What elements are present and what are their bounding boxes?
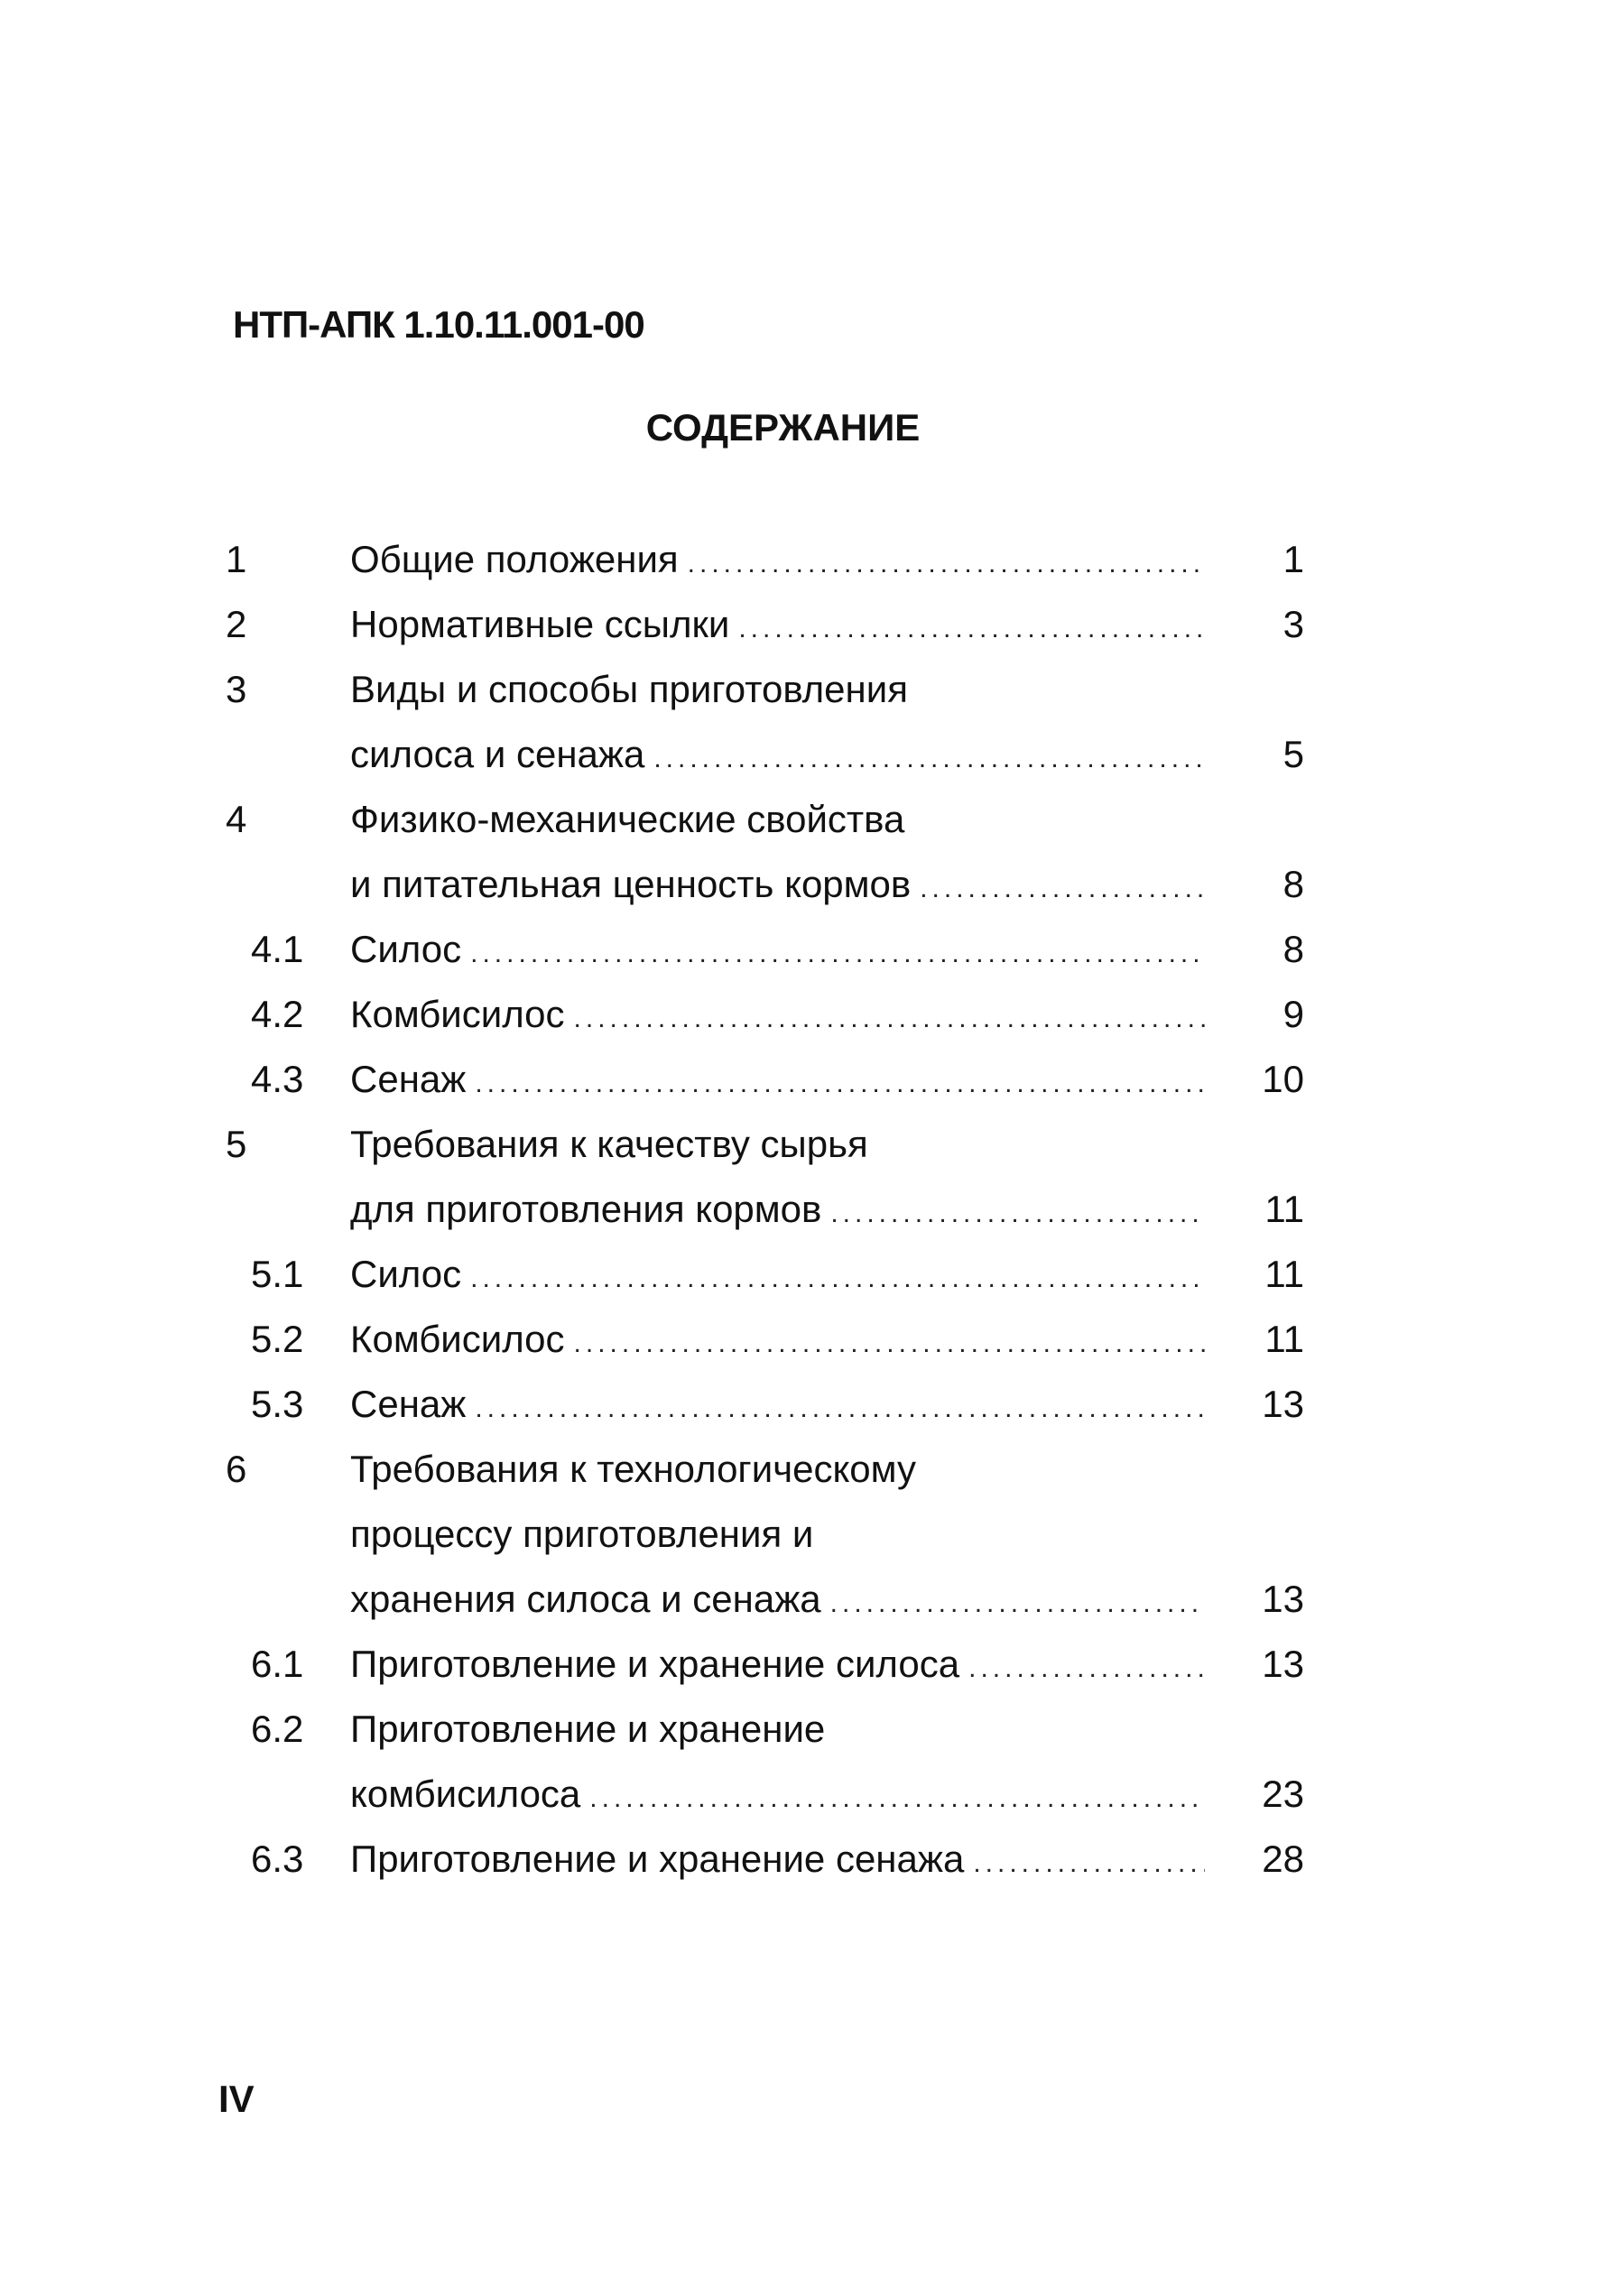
- toc-entry-text: [350, 1834, 1205, 1889]
- toc-entry-text: [350, 1509, 822, 1560]
- toc-entry-number: 6.3: [251, 1838, 304, 1880]
- toc-title: СОДЕРЖАНИЕ: [645, 406, 921, 449]
- toc-entry-label: Требования к технологическому: [350, 1448, 917, 1490]
- toc-entry-text: [350, 1314, 1205, 1369]
- toc-page-number: 8: [1283, 928, 1304, 970]
- toc-entry-label: Приготовление и хранение силоса: [350, 1643, 960, 1685]
- toc-entry-text: [350, 1054, 1205, 1109]
- toc-entry-number: 6.1: [251, 1643, 304, 1685]
- toc-entry-label: Общие положения: [350, 538, 679, 580]
- toc-line: [0, 1119, 1602, 1170]
- toc-line: [0, 729, 1602, 780]
- toc-entry-number: 4: [226, 798, 247, 840]
- toc-dot-leader: [653, 734, 1205, 784]
- toc-entry-text: [350, 1769, 1205, 1824]
- toc-entry-text: [350, 1379, 1205, 1434]
- toc-entry-label: Нормативные ссылки: [350, 603, 730, 645]
- toc-entry-text: [350, 1249, 1205, 1304]
- toc-entry-number: 6.2: [251, 1708, 304, 1750]
- toc-dot-leader: [830, 1189, 1205, 1239]
- toc-line: [0, 1574, 1602, 1625]
- toc-line: [0, 1509, 1602, 1560]
- toc-page-number: 11: [1264, 1188, 1304, 1230]
- toc-page-number: 13: [1262, 1643, 1304, 1685]
- toc-entry-text: [350, 1184, 1205, 1239]
- toc-entry-label: Силос: [350, 928, 462, 970]
- toc-entry-label: Требования к качеству сырья: [350, 1123, 868, 1165]
- toc-entry-number: 1: [226, 538, 247, 580]
- toc-entry-text: [350, 534, 1205, 589]
- toc-page-number: 1: [1283, 538, 1304, 580]
- toc-entry-label: Комбисилос: [350, 1318, 565, 1360]
- toc-line: [0, 1054, 1602, 1105]
- toc-entry-number: 2: [226, 603, 247, 645]
- toc-page-number: 3: [1283, 603, 1304, 645]
- toc-page-number: 28: [1262, 1838, 1304, 1880]
- toc-line: [0, 1704, 1602, 1754]
- toc-dot-leader: [475, 1059, 1205, 1109]
- toc-line: [0, 1834, 1602, 1884]
- toc-entry-text: [350, 1639, 1205, 1694]
- toc-dot-leader: [574, 994, 1205, 1044]
- toc-line: [0, 924, 1602, 975]
- toc-line: [0, 1184, 1602, 1235]
- toc-line: [0, 1639, 1602, 1690]
- toc-dot-leader: [574, 1319, 1205, 1369]
- toc-entry-text: [350, 664, 917, 715]
- toc-dot-leader: [470, 929, 1205, 979]
- toc-dot-leader: [830, 1578, 1205, 1629]
- toc-page-number: 13: [1262, 1383, 1304, 1425]
- toc-entry-number: 4.3: [251, 1058, 304, 1100]
- toc-entry-number: 5: [226, 1123, 247, 1165]
- toc-entry-number: 6: [226, 1448, 247, 1490]
- toc-entry-text: [350, 924, 1205, 979]
- toc-entry-text: [350, 859, 1205, 914]
- toc-page-number: 11: [1264, 1318, 1304, 1360]
- toc-dot-leader: [475, 1384, 1205, 1434]
- toc-entry-label: Силос: [350, 1253, 462, 1295]
- toc-entry-number: 5.2: [251, 1318, 304, 1360]
- toc-line: [0, 534, 1602, 585]
- toc-line: [0, 1379, 1602, 1430]
- toc-entry-text: [350, 989, 1205, 1044]
- toc-entry-text: [350, 1444, 925, 1495]
- toc-dot-leader: [920, 864, 1205, 914]
- toc-line: [0, 989, 1602, 1040]
- toc-dot-leader: [973, 1838, 1205, 1889]
- toc-entry-text: [350, 794, 913, 845]
- toc-entry-label: для приготовления кормов: [350, 1188, 822, 1230]
- toc-page-number: 9: [1283, 993, 1304, 1035]
- toc-page-number: 8: [1283, 863, 1304, 905]
- toc-entry-label: силоса и сенажа: [350, 733, 645, 775]
- toc-page-number: 11: [1264, 1253, 1304, 1295]
- toc-page-number: 5: [1283, 733, 1304, 775]
- toc-entry-text: [350, 1574, 1205, 1629]
- toc-dot-leader: [688, 539, 1205, 589]
- toc-entry-number: 4.2: [251, 993, 304, 1035]
- toc-dot-leader: [470, 1254, 1205, 1304]
- toc-entry-text: [350, 1119, 877, 1170]
- toc-entry-label: Виды и способы приготовления: [350, 668, 908, 710]
- toc-entry-label: Физико-механические свойства: [350, 798, 905, 840]
- toc-entry-number: 5.3: [251, 1383, 304, 1425]
- toc-entry-label: и питательная ценность кормов: [350, 863, 912, 905]
- toc-page-number: 13: [1262, 1578, 1304, 1620]
- toc-entry-label: комбисилоса: [350, 1773, 581, 1815]
- toc-line: [0, 1249, 1602, 1300]
- toc-page-number: 10: [1262, 1058, 1304, 1100]
- toc-dot-leader: [738, 604, 1205, 654]
- toc-entry-text: [350, 1704, 834, 1754]
- toc-entry-label: Сенаж: [350, 1058, 467, 1100]
- toc-dot-leader: [589, 1773, 1205, 1824]
- toc-line: [0, 794, 1602, 845]
- toc-entry-label: Приготовление и хранение: [350, 1708, 826, 1750]
- toc-line: [0, 1444, 1602, 1495]
- toc-line: [0, 599, 1602, 650]
- toc-line: [0, 1769, 1602, 1819]
- toc-entry-number: 5.1: [251, 1253, 304, 1295]
- toc-line: [0, 859, 1602, 910]
- toc-entry-number: 4.1: [251, 928, 304, 970]
- toc-line: [0, 1314, 1602, 1365]
- toc-entry-label: Приготовление и хранение сенажа: [350, 1838, 965, 1880]
- toc-entry-number: 3: [226, 668, 247, 710]
- toc-entry-text: [350, 599, 1205, 654]
- toc-entry-text: [350, 729, 1205, 784]
- toc-dot-leader: [968, 1643, 1205, 1694]
- toc-line: [0, 664, 1602, 715]
- toc-entry-label: хранения силоса и сенажа: [350, 1578, 821, 1620]
- document-code: НТП-АПК 1.10.11.001-00: [233, 303, 644, 346]
- toc-entry-label: Комбисилос: [350, 993, 565, 1035]
- toc-entry-label: процессу приготовления и: [350, 1513, 814, 1555]
- toc-page-number: 23: [1262, 1773, 1304, 1815]
- toc-entry-label: Сенаж: [350, 1383, 467, 1425]
- page-number: IV: [218, 2078, 255, 2120]
